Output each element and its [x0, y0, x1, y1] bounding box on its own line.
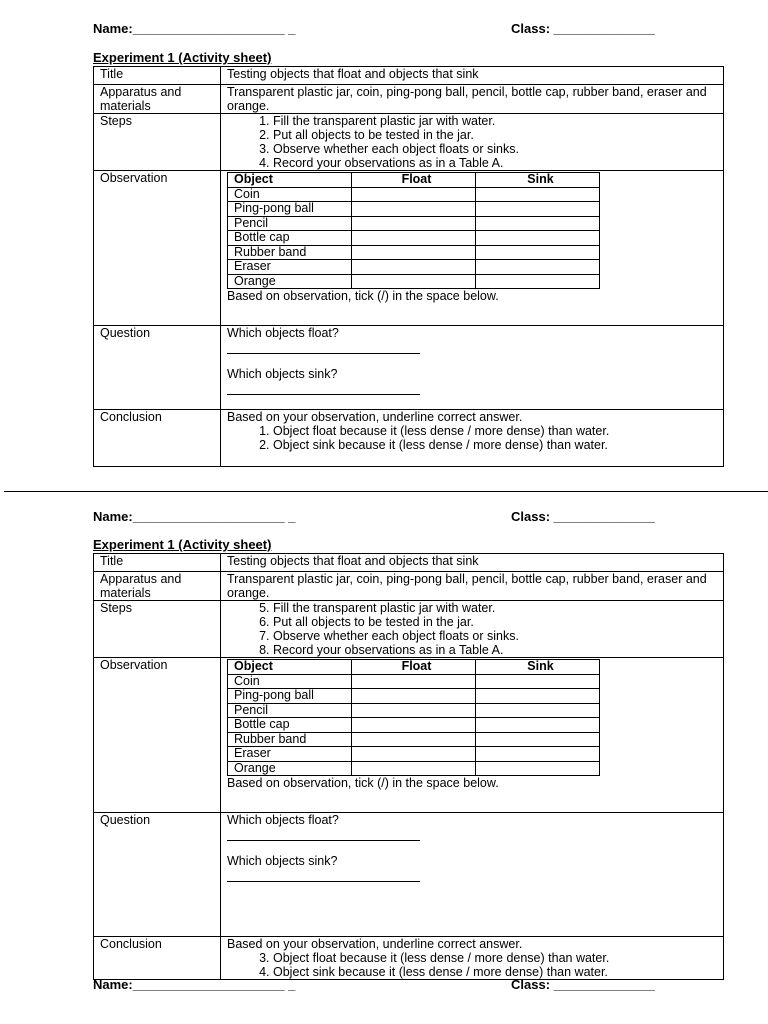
name-field-label[interactable]: Name:_____________________ _ — [93, 977, 296, 992]
float-tick-cell[interactable] — [352, 703, 476, 718]
observation-header-row — [228, 660, 600, 675]
question-sink: Which objects sink? — [227, 854, 338, 868]
title-label: Title — [94, 67, 221, 85]
conclusion-list — [227, 424, 723, 452]
object-name: Pencil — [228, 703, 352, 718]
sink-tick-cell[interactable] — [476, 747, 600, 762]
object-column-header: Object — [228, 173, 352, 188]
steps-list — [227, 601, 723, 657]
step-item: 1. Fill the transparent plastic jar with water. — [273, 114, 723, 128]
conclusion-cell — [221, 410, 724, 467]
float-tick-cell[interactable] — [352, 674, 476, 689]
float-answer-line[interactable] — [227, 345, 420, 354]
class-field-label[interactable]: Class: ______________ — [511, 509, 655, 524]
object-name: Orange — [228, 761, 352, 776]
float-tick-cell[interactable] — [352, 202, 476, 217]
conclusion-item: 1. Object float because it (less dense / more dense) than water. — [273, 424, 723, 438]
observation-cell — [221, 658, 724, 813]
steps-cell — [221, 601, 724, 658]
sink-tick-cell[interactable] — [476, 718, 600, 733]
sink-tick-cell[interactable] — [476, 703, 600, 718]
name-field-label[interactable]: Name:_____________________ _ — [93, 21, 296, 36]
header-bottom — [93, 977, 693, 995]
table-row — [228, 747, 600, 762]
conclusion-label: Conclusion — [94, 937, 221, 980]
object-name: Coin — [228, 187, 352, 202]
question-cell — [221, 813, 724, 937]
sink-answer-line[interactable] — [227, 386, 420, 395]
table-row — [228, 187, 600, 202]
sink-tick-cell[interactable] — [476, 202, 600, 217]
object-name: Eraser — [228, 260, 352, 275]
table-row — [228, 216, 600, 231]
object-name: Bottle cap — [228, 231, 352, 246]
header-top — [93, 21, 693, 39]
conclusion-item: 3. Object float because it (less dense / more dense) than water. — [273, 951, 723, 965]
float-tick-cell[interactable] — [352, 274, 476, 289]
float-column-header: Float — [352, 660, 476, 675]
object-name: Coin — [228, 674, 352, 689]
float-answer-line[interactable] — [227, 832, 420, 841]
sink-column-header: Sink — [476, 173, 600, 188]
apparatus-label: Apparatus and materials — [94, 85, 221, 114]
apparatus-value: Transparent plastic jar, coin, ping-pong ball, pencil, bottle cap, rubber band, eraser and orange. — [221, 572, 724, 601]
observation-label: Observation — [94, 171, 221, 326]
sink-tick-cell[interactable] — [476, 761, 600, 776]
sink-tick-cell[interactable] — [476, 274, 600, 289]
sink-tick-cell[interactable] — [476, 260, 600, 275]
steps-label: Steps — [94, 114, 221, 171]
table-row — [228, 245, 600, 260]
step-item: 6. Put all objects to be tested in the jar. — [273, 615, 723, 629]
float-tick-cell[interactable] — [352, 761, 476, 776]
sink-column-header: Sink — [476, 660, 600, 675]
observation-table — [227, 659, 600, 776]
observation-note: Based on observation, tick (/) in the space below. — [227, 776, 499, 790]
class-field-label[interactable]: Class: ______________ — [511, 977, 655, 992]
steps-list — [227, 114, 723, 170]
step-item: 4. Record your observations as in a Table A. — [273, 156, 723, 170]
conclusion-label: Conclusion — [94, 410, 221, 467]
observation-note: Based on observation, tick (/) in the space below. — [227, 289, 499, 303]
title-value: Testing objects that float and objects that sink — [221, 554, 724, 572]
conclusion-cell — [221, 937, 724, 980]
conclusion-intro: Based on your observation, underline correct answer. — [227, 937, 523, 951]
conclusion-item: 4. Object sink because it (less dense / more dense) than water. — [273, 965, 723, 979]
object-name: Pencil — [228, 216, 352, 231]
table-row — [228, 718, 600, 733]
question-float: Which objects float? — [227, 813, 339, 827]
activity-sheet-2 — [93, 553, 724, 980]
float-tick-cell[interactable] — [352, 245, 476, 260]
step-item: 7. Observe whether each object floats or sinks. — [273, 629, 723, 643]
question-cell — [221, 326, 724, 410]
sink-tick-cell[interactable] — [476, 674, 600, 689]
conclusion-intro: Based on your observation, underline correct answer. — [227, 410, 523, 424]
float-tick-cell[interactable] — [352, 689, 476, 704]
object-name: Rubber band — [228, 245, 352, 260]
observation-cell — [221, 171, 724, 326]
step-item: 8. Record your observations as in a Table A. — [273, 643, 723, 657]
table-row — [228, 674, 600, 689]
step-item: 5. Fill the transparent plastic jar with water. — [273, 601, 723, 615]
sink-tick-cell[interactable] — [476, 689, 600, 704]
float-tick-cell[interactable] — [352, 732, 476, 747]
name-field-label[interactable]: Name:_____________________ _ — [93, 509, 296, 524]
table-row — [228, 689, 600, 704]
sink-tick-cell[interactable] — [476, 732, 600, 747]
question-label: Question — [94, 326, 221, 410]
float-tick-cell[interactable] — [352, 231, 476, 246]
steps-cell — [221, 114, 724, 171]
table-row — [228, 202, 600, 217]
step-item: 2. Put all objects to be tested in the jar. — [273, 128, 723, 142]
steps-label: Steps — [94, 601, 221, 658]
observation-header-row — [228, 173, 600, 188]
table-row — [228, 732, 600, 747]
conclusion-list — [227, 951, 723, 979]
question-label: Question — [94, 813, 221, 937]
object-name: Ping-pong ball — [228, 689, 352, 704]
page-divider — [4, 491, 768, 492]
table-row — [228, 703, 600, 718]
observation-label: Observation — [94, 658, 221, 813]
activity-sheet-1 — [93, 66, 724, 467]
title-label: Title — [94, 554, 221, 572]
object-name: Rubber band — [228, 732, 352, 747]
apparatus-label: Apparatus and materials — [94, 572, 221, 601]
float-tick-cell[interactable] — [352, 187, 476, 202]
table-row — [228, 231, 600, 246]
object-name: Bottle cap — [228, 718, 352, 733]
sink-tick-cell[interactable] — [476, 187, 600, 202]
float-tick-cell[interactable] — [352, 216, 476, 231]
question-float: Which objects float? — [227, 326, 339, 340]
sink-tick-cell[interactable] — [476, 216, 600, 231]
object-name: Eraser — [228, 747, 352, 762]
sink-tick-cell[interactable] — [476, 231, 600, 246]
conclusion-item: 2. Object sink because it (less dense / more dense) than water. — [273, 438, 723, 452]
table-row — [228, 260, 600, 275]
apparatus-value: Transparent plastic jar, coin, ping-pong ball, pencil, bottle cap, rubber band, eraser and orange. — [221, 85, 724, 114]
observation-table — [227, 172, 600, 289]
class-field-label[interactable]: Class: ______________ — [511, 21, 655, 36]
experiment-heading: Experiment 1 (Activity sheet) — [93, 537, 272, 552]
object-name: Ping-pong ball — [228, 202, 352, 217]
sink-tick-cell[interactable] — [476, 245, 600, 260]
sink-answer-line[interactable] — [227, 873, 420, 882]
object-name: Orange — [228, 274, 352, 289]
title-value: Testing objects that float and objects that sink — [221, 67, 724, 85]
float-tick-cell[interactable] — [352, 718, 476, 733]
object-column-header: Object — [228, 660, 352, 675]
header-middle — [93, 509, 693, 527]
step-item: 3. Observe whether each object floats or sinks. — [273, 142, 723, 156]
float-column-header: Float — [352, 173, 476, 188]
float-tick-cell[interactable] — [352, 260, 476, 275]
table-row — [228, 761, 600, 776]
question-sink: Which objects sink? — [227, 367, 338, 381]
float-tick-cell[interactable] — [352, 747, 476, 762]
table-row — [228, 274, 600, 289]
experiment-heading: Experiment 1 (Activity sheet) — [93, 50, 272, 65]
